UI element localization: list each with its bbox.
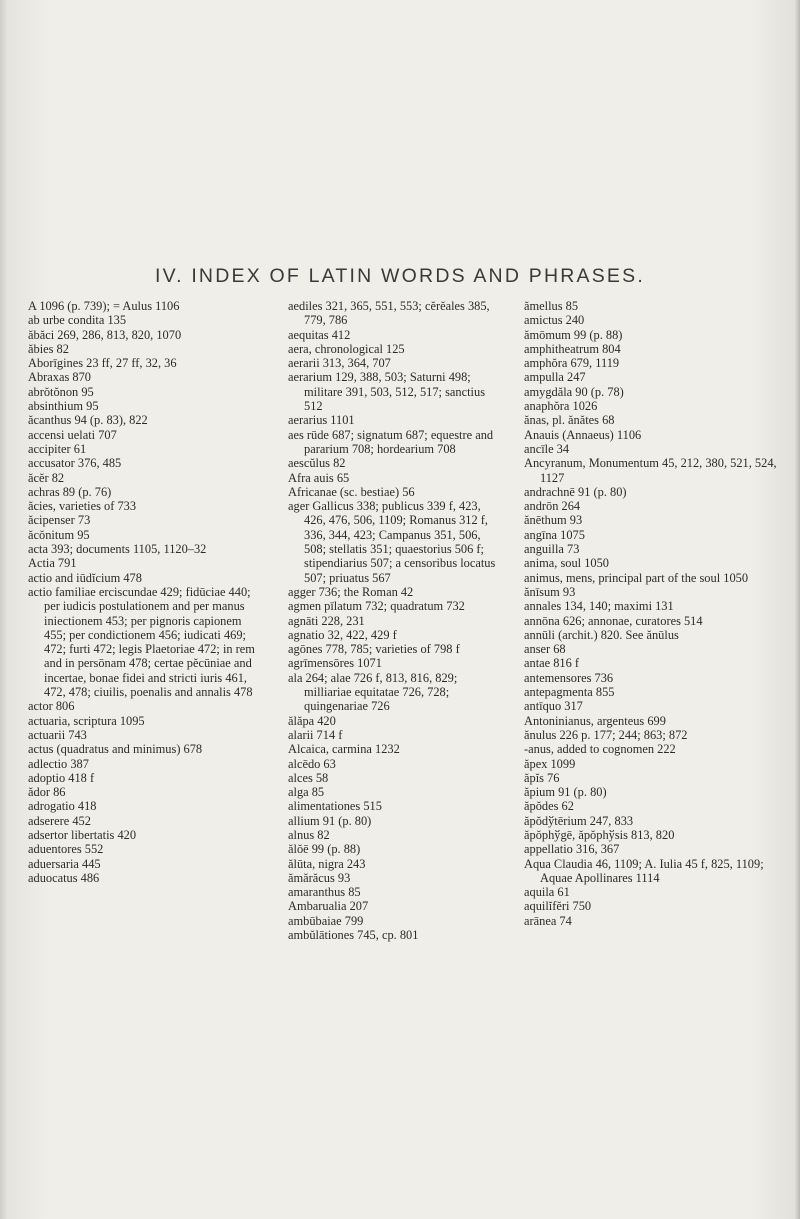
index-entry: amictus 240 [524, 313, 585, 328]
index-entry: agrīmensōres 1071 [288, 656, 382, 671]
index-entry: Aborīgines 23 ff, 27 ff, 32, 36 [28, 356, 177, 371]
index-entry: adrogatio 418 [28, 799, 97, 814]
index-entry: ăpŏdўtērium 247, 833 [524, 813, 634, 828]
index-column-1 [28, 299, 266, 885]
index-entry: andrōn 264 [524, 499, 581, 514]
index-entry: aquilĭfĕri 750 [524, 899, 592, 914]
index-entry: aequitas 412 [288, 327, 351, 342]
index-entry: antepagmenta 855 [524, 685, 615, 700]
index-entry: actuarii 743 [28, 727, 87, 742]
index-entry: A 1096 (p. 739); = Aulus 1106 [28, 299, 180, 313]
index-entry: anima, soul 1050 [524, 556, 610, 571]
index-entry: agōnes 778, 785; varieties of 798 f [288, 642, 460, 657]
index-entry: aescŭlus 82 [288, 456, 346, 471]
index-entry: agnatio 32, 422, 429 f [288, 627, 397, 642]
index-entry: ămărăcus 93 [288, 870, 351, 885]
index-entry: Abraxas 870 [28, 370, 91, 385]
index-entry: ămōmum 99 (p. 88) [524, 327, 623, 342]
index-entry: ăcies, varieties of 733 [28, 499, 137, 514]
index-entry: actio and iūdĭcium 478 [28, 570, 142, 585]
index-entry: ăpŏdes 62 [524, 799, 574, 814]
index-entry: anguilla 73 [524, 542, 580, 557]
index-entry: -anus, added to cognomen 222 [524, 742, 676, 757]
index-entry: Afra auis 65 [288, 470, 350, 485]
index-entry: ăpium 91 (p. 80) [524, 785, 607, 800]
index-entry: aes rūde 687; signatum 687; equestre and pararium 708; hordearium 708 [288, 427, 494, 456]
index-entry: ancīle 34 [524, 441, 570, 456]
index-entry: anaphŏra 1026 [524, 399, 598, 414]
index-entry: Ambarualia 207 [288, 899, 369, 914]
index-entry: ădor 86 [28, 785, 66, 800]
index-entry: aera, chronological 125 [288, 341, 405, 356]
index-entry: Antoninianus, argenteus 699 [524, 713, 666, 728]
index-entry: ăcipenser 73 [28, 513, 91, 528]
index-entry: annūli (archit.) 820. See ănūlus [524, 627, 679, 642]
index-entry: adsertor libertatis 420 [28, 827, 137, 842]
index-entry: amphŏra 679, 1119 [524, 356, 620, 371]
index-entry: Actia 791 [28, 556, 77, 571]
index-entry: aduersaria 445 [28, 856, 101, 871]
index-entry: ăpex 1099 [524, 756, 576, 771]
index-entry: appellatio 316, 367 [524, 842, 620, 857]
index-entry: antīquo 317 [524, 699, 583, 714]
index-entry: aerarium 129, 388, 503; Saturni 498; militare 391, 503, 512, 517; sanctius 512 [288, 370, 486, 414]
index-entry: annales 134, 140; maximi 131 [524, 599, 674, 614]
index-entry: ăpŏphўgē, ăpŏphўsis 813, 820 [524, 827, 675, 842]
index-entry: angīna 1075 [524, 527, 585, 542]
index-entry: ambŭlātiones 745, cp. 801 [288, 928, 419, 943]
index-entry: ambūbaiae 799 [288, 913, 364, 928]
index-entry: Aqua Claudia 46, 1109; A. Iulia 45 f, 825, 1109; Aquae Apollinares 1114 [524, 856, 764, 885]
index-entry: Africanae (sc. bestiae) 56 [288, 484, 415, 499]
index-entry: actuaria, scriptura 1095 [28, 713, 145, 728]
index-entry: agger 736; the Roman 42 [288, 584, 414, 599]
index-entry: adserere 452 [28, 813, 91, 828]
index-entry: alces 58 [288, 770, 329, 785]
index-entry: ălăpa 420 [288, 713, 336, 728]
index-entry: agnāti 228, 231 [288, 613, 365, 628]
index-entry: antae 816 f [524, 656, 580, 671]
index-entry: amphitheatrum 804 [524, 341, 621, 356]
index-entry: ălūta, nigra 243 [288, 856, 366, 871]
index-entry: annōna 626; annonae, curatores 514 [524, 613, 703, 628]
index-entry: accipiter 61 [28, 441, 87, 456]
index-entry: aduocatus 486 [28, 870, 100, 885]
index-entry: ăbies 82 [28, 341, 69, 356]
index-entry: amygdăla 90 (p. 78) [524, 384, 624, 399]
index-entry: ăbăci 269, 286, 813, 820, 1070 [28, 327, 182, 342]
index-entry: ănas, pl. ănătes 68 [524, 413, 615, 428]
index-entry: alimentationes 515 [288, 799, 382, 814]
index-entry: amaranthus 85 [288, 885, 361, 900]
index-entry: ăcĕr 82 [28, 470, 65, 485]
index-entry: Alcaica, carmina 1232 [288, 742, 400, 757]
index-entry: andrachnē 91 (p. 80) [524, 484, 627, 499]
index-entry: adoptio 418 f [28, 770, 95, 785]
index-entry: ănēthum 93 [524, 513, 583, 528]
index-entry: Anauis (Annaeus) 1106 [524, 427, 642, 442]
index-entry: ampulla 247 [524, 370, 586, 385]
index-entry: abrŏtŏnon 95 [28, 384, 94, 399]
index-entry: accusator 376, 485 [28, 456, 122, 471]
page-binding-edge [0, 0, 8, 1219]
index-entry: aerarius 1101 [288, 413, 355, 428]
page-right-edge [794, 0, 800, 1219]
index-entry: ălŏē 99 (p. 88) [288, 842, 361, 857]
index-entry: ămellus 85 [524, 299, 579, 313]
index-entry: ăpĭs 76 [524, 770, 560, 785]
index-entry: ănulus 226 p. 177; 244; 863; 872 [524, 727, 688, 742]
index-entry: aediles 321, 365, 551, 553; cĕrĕales 385, 779, 786 [288, 299, 490, 328]
index-entry: aerarii 313, 364, 707 [288, 356, 391, 371]
index-entry: achras 89 (p. 76) [28, 484, 112, 499]
index-column-2 [288, 299, 504, 942]
index-entry: antemensores 736 [524, 670, 614, 685]
index-entry: ager Gallicus 338; publicus 339 f, 423, 426, 476, 506, 1109; Romanus 312 f, 336, 344, 423; Campanus 351, 506, 508; stellatis 351; quaestorius 506 f; stipendiarius 507; a censoribus locatus 507; priuatus 567 [288, 499, 496, 585]
index-entry: aquila 61 [524, 885, 570, 900]
index-entry: ăcanthus 94 (p. 83), 822 [28, 413, 148, 428]
index-entry: alarii 714 f [288, 727, 343, 742]
index-column-3 [524, 299, 786, 928]
index-entry: ăcŏnitum 95 [28, 527, 90, 542]
index-entry: alga 85 [288, 785, 325, 800]
index-entry: adlectio 387 [28, 756, 89, 771]
index-entry: anser 68 [524, 642, 566, 657]
index-entry: acta 393; documents 1105, 1120–32 [28, 542, 207, 557]
index-entry: animus, mens, principal part of the soul 1050 [524, 570, 749, 585]
index-entry: agmen pīlatum 732; quadratum 732 [288, 599, 465, 614]
index-entry: absinthium 95 [28, 399, 99, 414]
index-entry: alcēdo 63 [288, 756, 336, 771]
index-entry: actus (quadratus and minimus) 678 [28, 742, 203, 757]
index-entry: allium 91 (p. 80) [288, 813, 372, 828]
index-entry: ănīsum 93 [524, 584, 576, 599]
index-entry: alnus 82 [288, 827, 330, 842]
page-heading: IV. INDEX OF LATIN WORDS AND PHRASES. [155, 265, 645, 287]
index-entry: ab urbe condita 135 [28, 313, 127, 328]
index-entry: accensi uelati 707 [28, 427, 117, 442]
index-entry: aduentores 552 [28, 842, 104, 857]
index-entry: ala 264; alae 726 f, 813, 816, 829; milliariae equitatae 726, 728; quingenariae 726 [288, 670, 458, 714]
index-entry: actio familiae erciscundae 429; fidūciae 440; per iudicis postulationem and per manus iniectionem 453; per pignoris capionem 455; per condictionem 456; iudicati 469; 472; furti 472; legis Plaetoriae 472; in rem and in persōnam 478; certae pĕcūniae and incertae, bonae fidei and stricti iuris 461, 472, 478; ciuilis, poenalis and annalis 478 [28, 584, 255, 700]
index-entry: arānea 74 [524, 913, 572, 928]
index-entry: Ancyranum, Monumentum 45, 212, 380, 521, 524, 1127 [524, 456, 777, 485]
index-entry: actor 806 [28, 699, 75, 714]
